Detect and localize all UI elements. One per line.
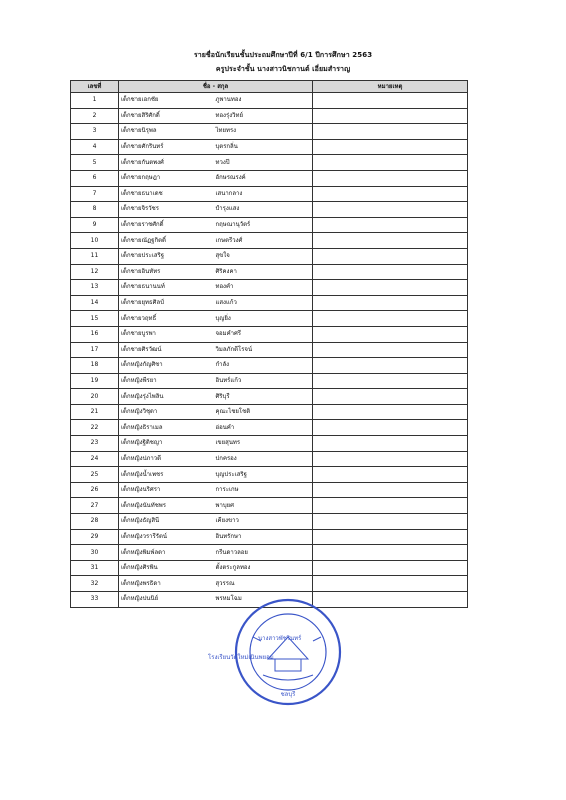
student-last-name: พรหมโฉม <box>214 592 313 608</box>
table-row <box>71 280 468 296</box>
student-first-name: เด็กชายประเสริฐ <box>119 248 214 264</box>
student-last-name: จอมคำศรี <box>214 326 313 342</box>
row-remark <box>313 311 468 327</box>
table-row <box>71 498 468 514</box>
row-number: 3 <box>71 124 119 140</box>
table-row <box>71 358 468 374</box>
signature-school: โรงเรียนวัดใหม่เนินพยอม <box>208 654 274 661</box>
row-number: 4 <box>71 139 119 155</box>
row-remark <box>313 108 468 124</box>
student-last-name: ศิริบุรี <box>214 389 313 405</box>
student-last-name: กฤษณานุวัตร์ <box>214 217 313 233</box>
row-number: 17 <box>71 342 119 358</box>
signature-name: นางสาวพัชรินทร์ <box>258 635 302 642</box>
row-number: 7 <box>71 186 119 202</box>
student-last-name: ภูพานทอง <box>214 93 313 109</box>
table-row <box>71 311 468 327</box>
student-first-name: เด็กชายธนานนท์ <box>119 280 214 296</box>
row-number: 2 <box>71 108 119 124</box>
teacher-line: ครูประจำชั้น นางสาวนิชกานต์ เอี่ยมสำราญ <box>215 65 351 73</box>
row-remark <box>313 248 468 264</box>
row-remark <box>313 529 468 545</box>
student-last-name: วิมลภักดีโรจน์ <box>214 342 313 358</box>
row-remark <box>313 467 468 483</box>
student-last-name: ทองคำ <box>214 280 313 296</box>
row-remark <box>313 576 468 592</box>
row-number: 10 <box>71 233 119 249</box>
row-remark <box>313 155 468 171</box>
row-remark <box>313 373 468 389</box>
student-first-name: เด็กหญิงนันทัชพร <box>119 498 214 514</box>
row-remark <box>313 420 468 436</box>
row-number: 1 <box>71 93 119 109</box>
student-first-name: เด็กหญิงพรธิดา <box>119 576 214 592</box>
student-first-name: เด็กหญิงธัญสินี <box>119 514 214 530</box>
table-row <box>71 186 468 202</box>
student-first-name: เด็กชายธนาเดช <box>119 186 214 202</box>
table-row <box>71 233 468 249</box>
student-last-name: กำลัง <box>214 358 313 374</box>
table-row <box>71 139 468 155</box>
student-last-name: ปำรุงแสง <box>214 202 313 218</box>
student-first-name: เด็กชายกฤษฎา <box>119 170 214 186</box>
row-number: 21 <box>71 404 119 420</box>
row-remark <box>313 264 468 280</box>
row-number: 28 <box>71 514 119 530</box>
row-number: 25 <box>71 467 119 483</box>
student-first-name: เด็กหญิงศิรพิน <box>119 560 214 576</box>
row-number: 14 <box>71 295 119 311</box>
document-title: รายชื่อนักเรียนชั้นประถมศึกษาปีที่ 6/1 ปีการศึกษา 2563 <box>193 51 373 59</box>
row-number: 13 <box>71 280 119 296</box>
student-first-name: เด็กชายจิรวัชร <box>119 202 214 218</box>
student-last-name: อินทร์แก้ว <box>214 373 313 389</box>
student-first-name: เด็กหญิงวิชุดา <box>119 404 214 420</box>
student-last-name: การะเกษ <box>214 482 313 498</box>
student-first-name: เด็กหญิงวรารีรัตน์ <box>119 529 214 545</box>
student-last-name: อินทรักษา <box>214 529 313 545</box>
row-number: 30 <box>71 545 119 561</box>
row-remark <box>313 436 468 452</box>
row-remark <box>313 170 468 186</box>
table-row <box>71 514 468 530</box>
table-row <box>71 529 468 545</box>
row-number: 9 <box>71 217 119 233</box>
row-remark <box>313 233 468 249</box>
table-row <box>71 373 468 389</box>
student-last-name: บุตรกลิ่น <box>214 139 313 155</box>
table-row <box>71 295 468 311</box>
table-row <box>71 217 468 233</box>
student-first-name: เด็กชายเอกชัย <box>119 93 214 109</box>
student-last-name: บุญยิ่ง <box>214 311 313 327</box>
student-first-name: เด็กหญิงรุ่งไพลิน <box>119 389 214 405</box>
row-number: 19 <box>71 373 119 389</box>
row-remark <box>313 545 468 561</box>
row-remark <box>313 342 468 358</box>
student-first-name: เด็กชายกันตพงศ์ <box>119 155 214 171</box>
row-remark <box>313 482 468 498</box>
row-remark <box>313 280 468 296</box>
row-number: 15 <box>71 311 119 327</box>
row-number: 18 <box>71 358 119 374</box>
student-first-name: เด็กชายนิรุพล <box>119 124 214 140</box>
row-number: 32 <box>71 576 119 592</box>
row-number: 5 <box>71 155 119 171</box>
student-last-name: เขยสุนทร <box>214 436 313 452</box>
row-number: 22 <box>71 420 119 436</box>
student-last-name: ทองรุ่งวิทย์ <box>214 108 313 124</box>
student-first-name: เด็กชายราชศักดิ์ <box>119 217 214 233</box>
row-remark <box>313 404 468 420</box>
row-number: 33 <box>71 592 119 608</box>
table-row <box>71 108 468 124</box>
table-row <box>71 451 468 467</box>
student-last-name: อ่อนคำ <box>214 420 313 436</box>
student-first-name: เด็กชายสิริศักดิ์ <box>119 108 214 124</box>
table-header-row <box>71 81 468 93</box>
student-first-name: เด็กหญิงปภาวดี <box>119 451 214 467</box>
student-last-name: เคียงขาว <box>214 514 313 530</box>
student-first-name: เด็กหญิงน้ำเพชร <box>119 467 214 483</box>
header-remark: หมายเหตุ <box>313 81 468 93</box>
student-last-name: คุณะไชยโชติ <box>214 404 313 420</box>
row-number: 20 <box>71 389 119 405</box>
table-row <box>71 93 468 109</box>
student-last-name: กรีนดาวลอย <box>214 545 313 561</box>
student-last-name: ทวงปี <box>214 155 313 171</box>
row-number: 24 <box>71 451 119 467</box>
student-last-name: เสนากลาง <box>214 186 313 202</box>
student-first-name: เด็กชายศักรินทร์ <box>119 139 214 155</box>
row-remark <box>313 560 468 576</box>
student-last-name: ไทยทรง <box>214 124 313 140</box>
student-last-name: แสงแก้ว <box>214 295 313 311</box>
row-number: 29 <box>71 529 119 545</box>
student-first-name: เด็กชายศิรวัฒน์ <box>119 342 214 358</box>
header-name: ชื่อ - สกุล <box>119 81 313 93</box>
table-row <box>71 248 468 264</box>
row-remark <box>313 202 468 218</box>
row-number: 16 <box>71 326 119 342</box>
student-first-name: เด็กหญิงธิราเมล <box>119 420 214 436</box>
student-first-name: เด็กหญิงนริศรา <box>119 482 214 498</box>
student-first-name: เด็กหญิงกัญศิชา <box>119 358 214 374</box>
header-number: เลขที่ <box>71 81 119 93</box>
table-row <box>71 124 468 140</box>
student-last-name: สุขใจ <box>214 248 313 264</box>
student-first-name: เด็กหญิงพีรยา <box>119 373 214 389</box>
student-first-name: เด็กชายบูรพา <box>119 326 214 342</box>
row-number: 11 <box>71 248 119 264</box>
row-remark <box>313 139 468 155</box>
row-number: 6 <box>71 170 119 186</box>
student-last-name: สุวรรณ <box>214 576 313 592</box>
table-row <box>71 202 468 218</box>
row-remark <box>313 451 468 467</box>
table-row <box>71 155 468 171</box>
table-row <box>71 389 468 405</box>
row-number: 31 <box>71 560 119 576</box>
student-first-name: เด็กหญิงพิมพ์ลดา <box>119 545 214 561</box>
table-row <box>71 404 468 420</box>
student-last-name: ศิริคงคา <box>214 264 313 280</box>
student-first-name: เด็กชายวฤทธิ์ <box>119 311 214 327</box>
row-remark <box>313 217 468 233</box>
row-remark <box>313 326 468 342</box>
student-last-name: พาบุยศ <box>214 498 313 514</box>
table-row <box>71 170 468 186</box>
row-remark <box>313 93 468 109</box>
table-row <box>71 420 468 436</box>
row-remark <box>313 124 468 140</box>
seal-bottom-text: ชลบุรี <box>280 691 296 698</box>
table-row <box>71 342 468 358</box>
student-last-name: ปกครอง <box>214 451 313 467</box>
row-remark <box>313 295 468 311</box>
row-number: 8 <box>71 202 119 218</box>
table-row <box>71 326 468 342</box>
row-number: 27 <box>71 498 119 514</box>
row-remark <box>313 514 468 530</box>
student-first-name: เด็กหญิงฐิติชญา <box>119 436 214 452</box>
row-number: 26 <box>71 482 119 498</box>
row-number: 23 <box>71 436 119 452</box>
student-last-name: บุญประเสริฐ <box>214 467 313 483</box>
student-last-name: เกษตรีวงศ์ <box>214 233 313 249</box>
table-row <box>71 436 468 452</box>
student-last-name: ตั้งตระกูลทอง <box>214 560 313 576</box>
student-roster-table <box>70 80 468 608</box>
row-remark <box>313 186 468 202</box>
row-number: 12 <box>71 264 119 280</box>
table-row <box>71 545 468 561</box>
row-remark <box>313 498 468 514</box>
student-first-name: เด็กชายอินทัทร <box>119 264 214 280</box>
table-row <box>71 560 468 576</box>
table-row <box>71 264 468 280</box>
student-last-name: อักษรณรงค์ <box>214 170 313 186</box>
table-row <box>71 576 468 592</box>
row-remark <box>313 389 468 405</box>
table-row <box>71 467 468 483</box>
row-remark <box>313 358 468 374</box>
student-first-name: เด็กหญิงปนนิย์ <box>119 592 214 608</box>
table-row <box>71 482 468 498</box>
student-first-name: เด็กชายยุทธศิลป์ <box>119 295 214 311</box>
student-first-name: เด็กชายณัฏฐกิตติ์ <box>119 233 214 249</box>
